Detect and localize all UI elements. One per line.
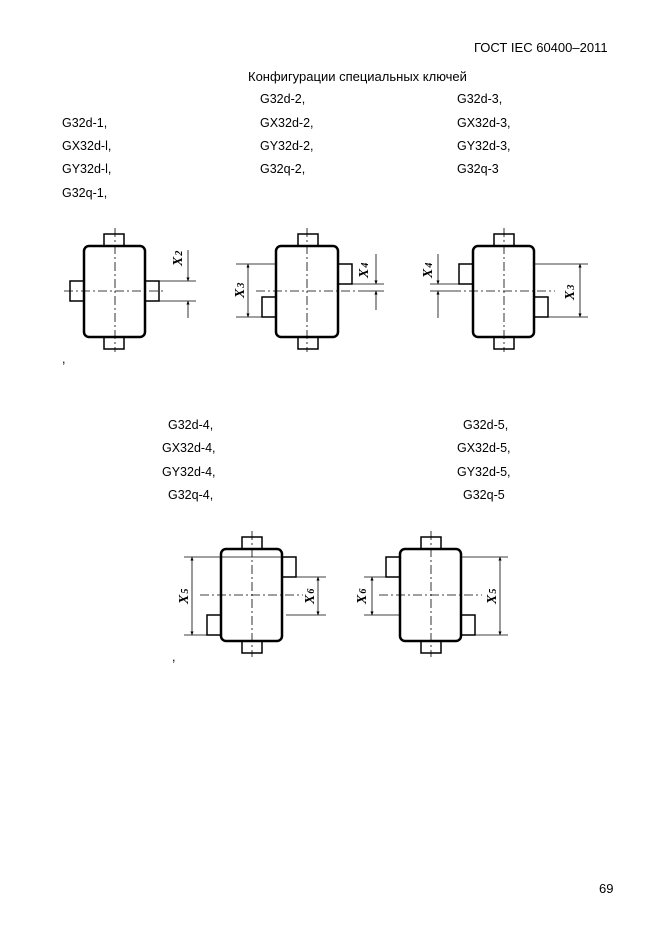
label-g32q-4: G32q-4,: [168, 488, 214, 502]
dim-x5-label-fig5: X5: [485, 588, 500, 604]
label-gx32d-2: GX32d-2,: [260, 116, 314, 130]
label-g32q-3: G32q-3: [457, 162, 499, 176]
dim-x6-label-fig4: X6: [303, 588, 318, 604]
label-gx32d-3: GX32d-3,: [457, 116, 511, 130]
label-g32q-1: G32q-1,: [62, 186, 108, 200]
label-gx32d-4: GX32d-4,: [162, 441, 216, 455]
label-g32d-5: G32d-5,: [463, 418, 509, 432]
dim-x4-label-fig2: X4: [357, 262, 372, 278]
label-g32q-2: G32q-2,: [260, 162, 306, 176]
dim-x4-label-fig3: X4: [421, 262, 436, 278]
comma-1: ,: [62, 352, 66, 366]
label-gy32d-4: GY32d-4,: [162, 465, 216, 479]
label-gy32d-5: GY32d-5,: [457, 465, 511, 479]
dim-x6-label-fig5: X6: [355, 588, 370, 604]
dim-x5-label-fig4: X5: [177, 588, 192, 604]
label-g32d-4: G32d-4,: [168, 418, 214, 432]
document-header: ГОСТ IEC 60400–2011: [474, 40, 608, 55]
comma-2: ,: [172, 650, 176, 664]
figure-key-4: [184, 531, 326, 657]
figure-key-1: [64, 228, 196, 352]
label-gx32d-5: GX32d-5,: [457, 441, 511, 455]
label-g32d-3: G32d-3,: [457, 92, 503, 106]
figure-key-5: [364, 531, 508, 657]
label-g32d-1: G32d-1,: [62, 116, 108, 130]
figure-key-3: [430, 228, 588, 352]
section-title: Конфигурации специальных ключей: [248, 69, 467, 84]
page-number: 69: [599, 881, 614, 896]
label-g32q-5: G32q-5: [463, 488, 505, 502]
dim-x2-label: X2: [171, 250, 186, 266]
dim-x3-label-fig2: X3: [233, 282, 248, 298]
label-g32d-2: G32d-2,: [260, 92, 306, 106]
label-gy32d-3: GY32d-3,: [457, 139, 511, 153]
label-gy32d-2: GY32d-2,: [260, 139, 314, 153]
label-gx32d-l: GX32d-l,: [62, 139, 112, 153]
dim-x3-label-fig3: X3: [563, 284, 578, 300]
label-gy32d-l: GY32d-l,: [62, 162, 112, 176]
figure-key-2: [236, 228, 384, 352]
